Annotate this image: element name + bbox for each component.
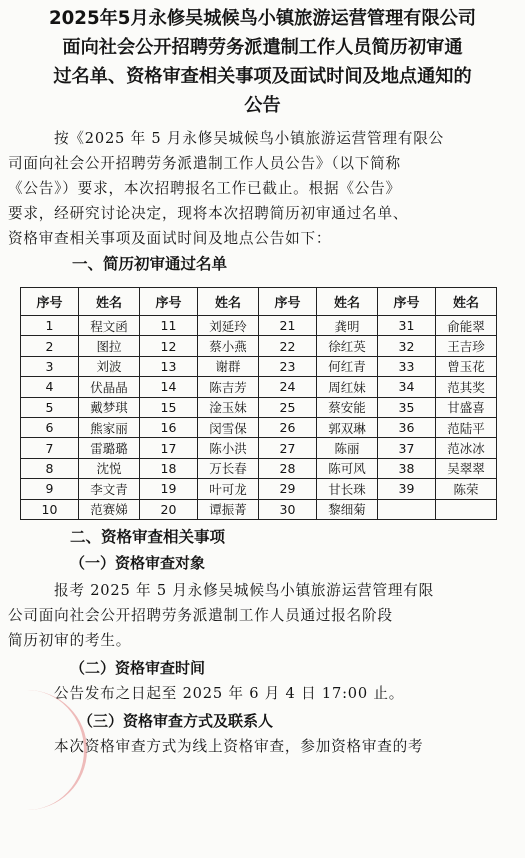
- serial-number-cell: 7: [21, 438, 79, 458]
- header-cell: 姓名: [436, 288, 497, 316]
- name-cell: 范其奖: [436, 377, 497, 397]
- table-row: [21, 438, 497, 458]
- name-cell: 陈荣: [436, 479, 497, 499]
- serial-number-cell: 29: [259, 479, 317, 499]
- table-row: [21, 417, 497, 437]
- serial-number-cell: 19: [140, 479, 198, 499]
- name-cell: 黎细菊: [317, 499, 378, 519]
- name-cell: 沈悦: [79, 458, 140, 478]
- header-cell: 序号: [21, 288, 79, 316]
- serial-number-cell: 11: [140, 316, 198, 336]
- table-header-row: [21, 288, 497, 316]
- name-cell: 蔡安能: [317, 397, 378, 417]
- name-cell: 甘长珠: [317, 479, 378, 499]
- serial-number-cell: 13: [140, 356, 198, 376]
- name-cell: 曾玉花: [436, 356, 497, 376]
- subsection-heading-target: （一）资格审查对象: [70, 553, 206, 572]
- serial-number-cell: 21: [259, 316, 317, 336]
- title-line: 过名单、资格审查相关事项及面试时间及地点通知的: [53, 66, 472, 87]
- subsection-heading-time: （二）资格审查时间: [70, 658, 206, 677]
- name-cell: 甘盛喜: [436, 397, 497, 417]
- name-cell: 万长春: [198, 458, 259, 478]
- roster-table: [20, 287, 497, 520]
- serial-number-cell: 39: [378, 479, 436, 499]
- name-cell: 谢群: [198, 356, 259, 376]
- name-cell: 闵雪保: [198, 417, 259, 437]
- body-line: 本次资格审查方式为线上资格审查，参加资格审查的考: [54, 737, 424, 755]
- table-row: [21, 479, 497, 499]
- name-cell: 李文青: [79, 479, 140, 499]
- roster-table-body: [21, 316, 497, 520]
- serial-number-cell: 35: [378, 397, 436, 417]
- serial-number-cell: 4: [21, 377, 79, 397]
- name-cell: 何红青: [317, 356, 378, 376]
- serial-number-cell: 5: [21, 397, 79, 417]
- intro-line: 要求，经研究讨论决定，现将本次招聘简历初审通过名单、: [8, 205, 409, 222]
- title-line: 面向社会公开招聘劳务派遣制工作人员简历初审通: [62, 37, 463, 58]
- name-cell: 谭振菁: [198, 499, 259, 519]
- header-cell: 姓名: [317, 288, 378, 316]
- name-cell: 淦玉妹: [198, 397, 259, 417]
- serial-number-cell: 2: [21, 336, 79, 356]
- table-row: [21, 499, 497, 519]
- serial-number-cell: 37: [378, 438, 436, 458]
- serial-number-cell: 14: [140, 377, 198, 397]
- header-cell: 姓名: [198, 288, 259, 316]
- serial-number-cell: 1: [21, 316, 79, 336]
- serial-number-cell: 15: [140, 397, 198, 417]
- name-cell: 范陆平: [436, 417, 497, 437]
- serial-number-cell: 24: [259, 377, 317, 397]
- name-cell: 刘波: [79, 356, 140, 376]
- name-cell: 戴梦琪: [79, 397, 140, 417]
- name-cell: 周红妹: [317, 377, 378, 397]
- name-cell: 陈丽: [317, 438, 378, 458]
- name-cell: 伏晶晶: [79, 377, 140, 397]
- serial-number-cell: 8: [21, 458, 79, 478]
- serial-number-cell: 12: [140, 336, 198, 356]
- serial-number-cell: 27: [259, 438, 317, 458]
- table-row: [21, 458, 497, 478]
- serial-number-cell: 22: [259, 336, 317, 356]
- serial-number-cell: 18: [140, 458, 198, 478]
- name-cell: 程文函: [79, 316, 140, 336]
- name-cell: 徐红英: [317, 336, 378, 356]
- intro-line: 司面向社会公开招聘劳务派遣制工作人员公告》（以下简称: [8, 155, 401, 172]
- subsection-heading-method: （三）资格审查方式及联系人: [78, 711, 274, 730]
- serial-number-cell: 34: [378, 377, 436, 397]
- serial-number-cell: 10: [21, 499, 79, 519]
- intro-line: 资格审查相关事项及面试时间及地点公告如下：: [8, 230, 332, 247]
- name-cell: 熊家丽: [79, 417, 140, 437]
- serial-number-cell: 6: [21, 417, 79, 437]
- serial-number-cell: 25: [259, 397, 317, 417]
- serial-number-cell: 32: [378, 336, 436, 356]
- body-line: 简历初审的考生。: [8, 631, 132, 649]
- serial-number-cell: 28: [259, 458, 317, 478]
- table-row: [21, 356, 497, 376]
- table-row: [21, 316, 497, 336]
- name-cell: 陈吉芳: [198, 377, 259, 397]
- section-heading-review: 二、资格审查相关事项: [70, 527, 226, 546]
- name-cell: 郭双琳: [317, 417, 378, 437]
- serial-number-cell: 9: [21, 479, 79, 499]
- table-row: [21, 397, 497, 417]
- serial-number-cell: 3: [21, 356, 79, 376]
- serial-number-cell: 30: [259, 499, 317, 519]
- body-line: 公司面向社会公开招聘劳务派遣制工作人员通过报名阶段: [8, 606, 393, 624]
- intro-line: 《公告》）要求，本次招聘报名工作已截止。根据《公告》: [8, 180, 401, 197]
- serial-number-cell: [378, 499, 436, 519]
- section-heading-roster: 一、简历初审通过名单: [72, 255, 228, 273]
- name-cell: 陈小洪: [198, 438, 259, 458]
- serial-number-cell: 17: [140, 438, 198, 458]
- name-cell: 雷璐璐: [79, 438, 140, 458]
- serial-number-cell: 31: [378, 316, 436, 336]
- body-line: 报考 2025 年 5 月永修吴城候鸟小镇旅游运营管理有限: [54, 581, 435, 599]
- name-cell: 俞能翠: [436, 316, 497, 336]
- table-row: [21, 336, 497, 356]
- serial-number-cell: 38: [378, 458, 436, 478]
- serial-number-cell: 16: [140, 417, 198, 437]
- name-cell: 范冰冰: [436, 438, 497, 458]
- header-cell: 姓名: [79, 288, 140, 316]
- name-cell: 王吉珍: [436, 336, 497, 356]
- intro-paragraph: [8, 126, 517, 251]
- serial-number-cell: 36: [378, 417, 436, 437]
- serial-number-cell: 33: [378, 356, 436, 376]
- title-line: 公告: [244, 95, 281, 116]
- serial-number-cell: 23: [259, 356, 317, 376]
- name-cell: 图拉: [79, 336, 140, 356]
- title-line: 2025年5月永修吴城候鸟小镇旅游运营管理有限公司: [48, 8, 477, 29]
- name-cell: [436, 499, 497, 519]
- name-cell: 范赛娣: [79, 499, 140, 519]
- serial-number-cell: 26: [259, 417, 317, 437]
- table-row: [21, 377, 497, 397]
- name-cell: 陈可风: [317, 458, 378, 478]
- name-cell: 蔡小燕: [198, 336, 259, 356]
- name-cell: 刘延玲: [198, 316, 259, 336]
- header-cell: 序号: [378, 288, 436, 316]
- name-cell: 吴翠翠: [436, 458, 497, 478]
- body-line: 公告发布之日起至 2025 年 6 月 4 日 17:00 止。: [54, 684, 405, 702]
- notice-title: [8, 4, 517, 120]
- header-cell: 序号: [140, 288, 198, 316]
- name-cell: 龚明: [317, 316, 378, 336]
- header-cell: 序号: [259, 288, 317, 316]
- intro-line: 按《2025 年 5 月永修吴城候鸟小镇旅游运营管理有限公: [54, 130, 445, 147]
- serial-number-cell: 20: [140, 499, 198, 519]
- name-cell: 叶可龙: [198, 479, 259, 499]
